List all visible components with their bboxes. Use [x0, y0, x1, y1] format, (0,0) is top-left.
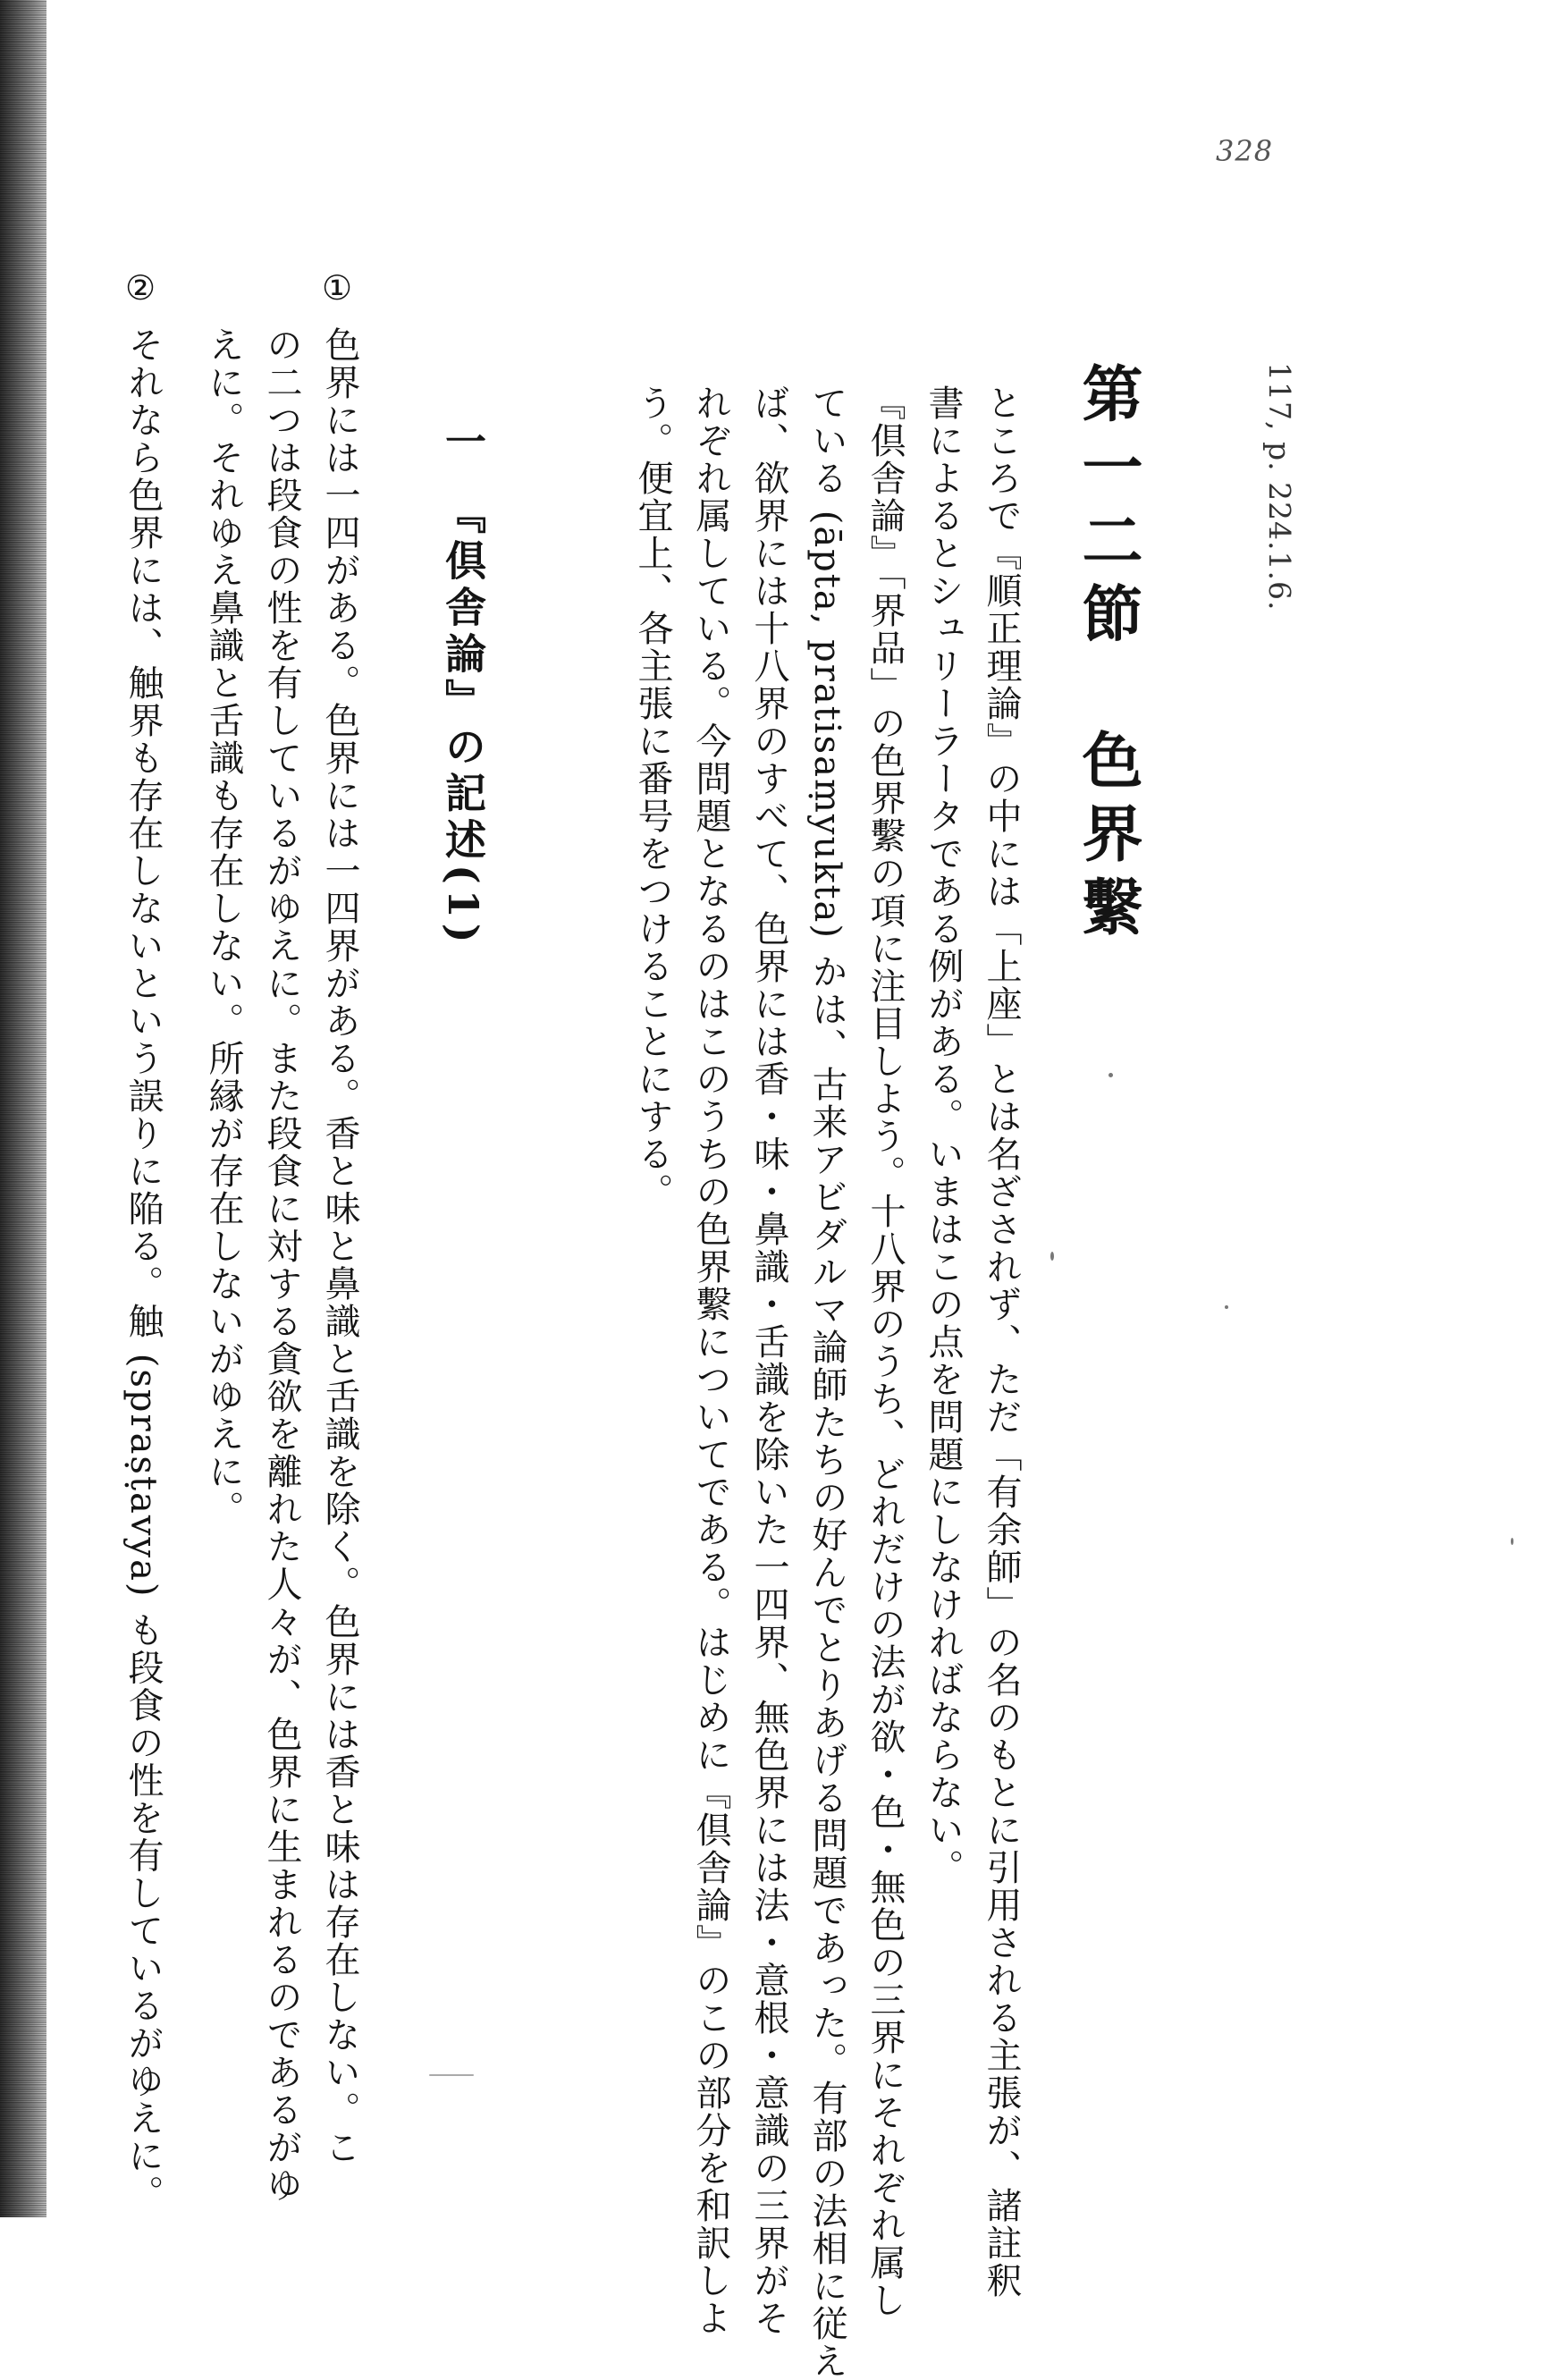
section-title: 第一二節 色界繫	[1072, 362, 1143, 949]
scan-speck	[1225, 1305, 1228, 1309]
scan-shadow-edge	[0, 0, 46, 2217]
scan-speck	[1109, 1073, 1113, 1077]
body-line-5: ば、欲界には十八界のすべて、色界には香・味・鼻識・舌識を除いた一四界、無色界には法・意根・意識の三界がそ	[748, 384, 789, 2337]
body-line-6: れぞれ属している。今問題となるのはこのうちの色界繫についてである。はじめに『倶舎論』のこの部分を和訳しよ	[690, 384, 731, 2337]
body-line-7: う。便宜上、各主張に番号をつけることにする。	[632, 384, 673, 1211]
item-number-1: ①	[322, 268, 353, 308]
body-line-4: ている (āpta, pratisaṃyukta) かは、古来アビダルマ論師たちの好んでとりあげる問題であった。有部の法相に従え	[806, 384, 847, 2380]
body-line-2: 書によるとシュリーラータである例がある。いまはこの点を問題にしなければならない。	[923, 384, 964, 1886]
scan-speck	[1511, 1538, 1513, 1545]
item-1-line-2: の二つは段食の性を有しているがゆえに。また段食に対する貪欲を離れた人々が、色界に生まれるのであるがゆ	[261, 326, 302, 2204]
subsection-heading: 一 『倶舎論』の記述(1)	[439, 420, 487, 949]
footnote-reference: 117, p. 224.1.6.	[1262, 362, 1297, 612]
scan-speck	[1050, 1252, 1054, 1261]
item-1-line-3: えに。それゆえ鼻識と舌識も存在しない。所縁が存在しないがゆえに。	[203, 326, 244, 1528]
page-number: 328	[1216, 134, 1274, 168]
item-number-2: ②	[125, 268, 156, 308]
item-1-line-1: 色界には一四がある。色界には一四界がある。香と味と鼻識と舌識を除く。色界には香と味は存在しない。こ	[319, 326, 360, 2166]
body-line-3: 『倶舎論』「界品」の色界繫の項に注目しよう。十八界のうち、どれだけの法が欲・色・無色の三界にそれぞれ属し	[864, 384, 906, 2319]
scan-smudge	[429, 2074, 474, 2076]
item-2-line-1: それなら色界には、触界も存在しないという誤りに陥る。触 (spraṣṭavya) も段食の性を有しているがゆえに。	[122, 326, 164, 2213]
body-line-1: ところで『順正理論』の中には「上座」とは名ざされず、ただ「有余師」の名のもとに引用される主張が、諸註釈	[981, 384, 1022, 2300]
